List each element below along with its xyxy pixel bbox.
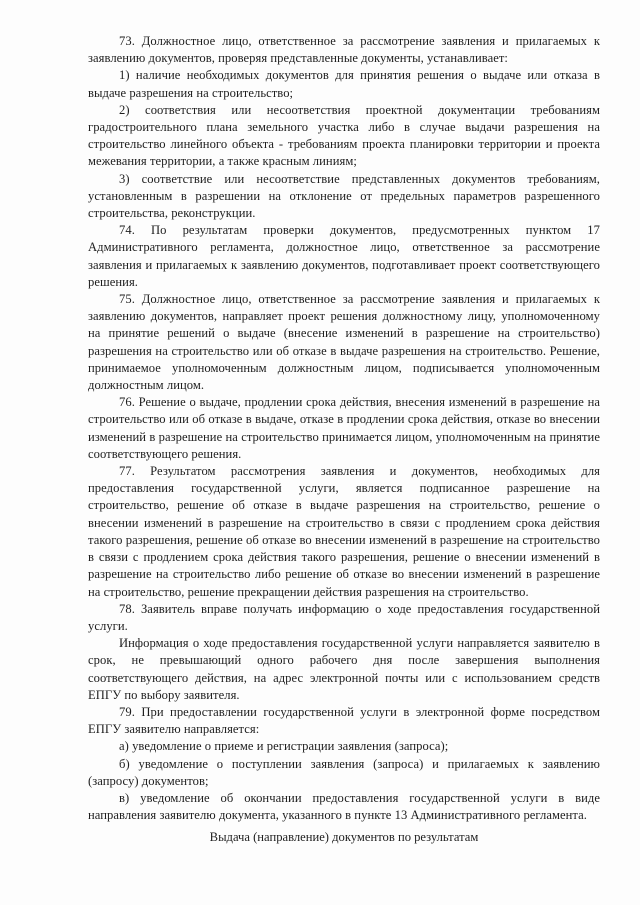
- paragraph-79-item-c: в) уведомление об окончании предоставления государственной услуги в виде направления заявителю документа, указанного в пункте 13 Административного регламента.: [88, 790, 600, 823]
- paragraph-76: 76. Решение о выдаче, продлении срока действия, внесения изменений в разрешение на строительство или об отказе в выдаче, отказе в продлении срока действия, отказе во внесении изменений в разрешение на строительство принимается лицом, уполномоченным на принятие соответствующего решения.: [88, 395, 600, 461]
- paragraph-77: 77. Результатом рассмотрения заявления и документов, необходимых для предоставления государственной услуги, является подписанное разрешение на строительство, решение об отказе в выдаче разрешения на строительство, решение о внесении изменений в разрешение на строительство в связи с продлением срока действия такого разрешения, решение об отказе во внесении изменений в разрешение на строительство в связи с продлением срока действия такого разрешения, решение о внесении изменений в разрешение на строительство либо решение об отказе во внесении изменений в разрешение на строительство, решение прекращении действия разрешения на строительство.: [88, 464, 600, 599]
- paragraph-73-item-1: 1) наличие необходимых документов для принятия решения о выдаче или отказа в выдаче разрешения на строительство;: [88, 68, 600, 100]
- paragraph-78: 78. Заявитель вправе получать информацию о ходе предоставления государственной услуги.: [88, 601, 600, 633]
- paragraph-78-info: Информация о ходе предоставления государственной услуги направляется заявителю в срок, не превышающий одного рабочего дня после завершения выполнения соответствующего действия, на адрес электронной почты или с использованием средств ЕПГУ по выбору заявителя.: [88, 636, 600, 702]
- section-heading: Выдача (направление) документов по результатам: [209, 830, 479, 844]
- paragraph-74: 74. По результатам проверки документов, предусмотренных пунктом 17 Административного регламента, должностное лицо, ответственное за рассмотрение заявления и прилагаемых к заявлению документов, подготавливает проект соответствующего решения.: [88, 223, 600, 289]
- paragraph-79-item-a: а) уведомление о приеме и регистрации заявления (запроса);: [119, 739, 449, 754]
- paragraph-73-item-2: 2) соответствия или несоответствия проектной документации требованиям градостроительного плана земельного участка либо в случае выдачи разрешения на строительство линейного объекта - требованиям проекта планировки территории и проекта межевания территории, а также красным линиям;: [88, 102, 600, 169]
- paragraph-73: 73. Должностное лицо, ответственное за рассмотрение заявления и прилагаемых к заявлению документов, проверяя представленные документы, устанавливает:: [88, 34, 600, 66]
- paragraph-79-item-b: б) уведомление о поступлении заявления (запроса) и прилагаемых к заявлению (запросу) документов;: [88, 756, 600, 788]
- paragraph-79: 79. При предоставлении государственной услуги в электронной форме посредством ЕПГУ заявителю направляется:: [88, 704, 600, 737]
- paragraph-73-item-3: 3) соответствие или несоответствие представленных документов требованиям, установленным в разрешении на отклонение от предельных параметров разрешенного строительства, реконструкции.: [88, 171, 600, 221]
- document-body: [88, 33, 600, 824]
- paragraph-75: 75. Должностное лицо, ответственное за рассмотрение заявления и прилагаемых к заявлению документов, направляет проект решения должностному лицу, уполномоченному на принятие решений о выдаче (внесение изменений в разрешение на строительство) разрешения на строительство или об отказе в выдаче разрешения на строительство. Решение, принимаемое уполномоченным должностным лицом, подписывается уполномоченным должностным лицом.: [88, 292, 600, 393]
